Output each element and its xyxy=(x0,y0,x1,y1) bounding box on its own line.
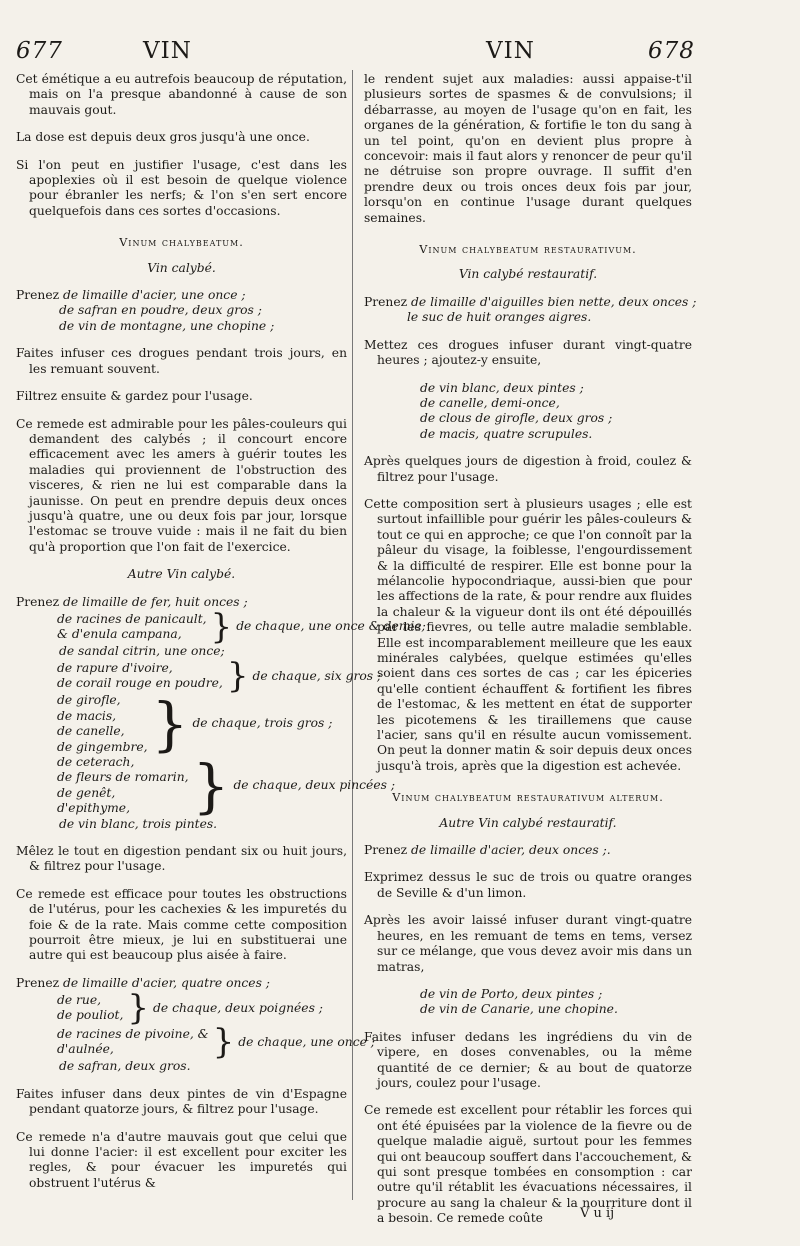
brace-glyph: } xyxy=(212,1022,235,1063)
group-quantity: de chaque, deux pincées ; xyxy=(233,778,395,793)
ingredient: de genêt, xyxy=(57,785,116,800)
left-page-number: 677 xyxy=(16,38,63,64)
ingredient: de rapure d'ivoire, xyxy=(57,660,173,675)
ingredient: de gingembre, xyxy=(57,739,148,754)
recipe-lead: Prenez xyxy=(16,975,60,990)
paragraph: Ce remede est excellent pour rétablir les forces qui ont été épuisées par la violence de la fievre ou de quelque maladie aiguë, surtout pour les femmes qui ont beaucoup souffert dans l'accouchement, & qui sont presque tombées en consomption : car outre qu'il rétablit les évacuations nécessaires, il procure au sang la chaleur & la nourriture dont il a besoin. Ce remede coûte xyxy=(364,1103,692,1226)
section-subheading: Autre Vin calybé. xyxy=(127,567,236,582)
ingredient-group xyxy=(16,606,426,647)
section-heading: Vinum chalybeatum restaurativum. xyxy=(419,243,637,257)
ingredient-group xyxy=(16,1022,375,1063)
ingredient: de girofle, xyxy=(57,693,121,708)
left-column xyxy=(16,72,426,1203)
ingredient: de vin blanc, deux pintes ; xyxy=(420,380,584,395)
column-divider xyxy=(352,70,353,1200)
paragraph: Faites infuser dedans les ingrédiens du vin de vipere, en doses convenables, ou la même quantité de ce dernier; & au bout de quatorze jours, coulez pour l'usage. xyxy=(364,1029,692,1090)
recipe-lead: Prenez xyxy=(16,288,60,303)
ingredient: & d'enula campana, xyxy=(57,626,182,641)
paragraph: Faites infuser ces drogues pendant trois jours, en les remuant souvent. xyxy=(16,346,347,376)
recipe xyxy=(16,288,347,334)
ingredient-group xyxy=(16,690,347,759)
ingredient: de limaille d'acier, une once ; xyxy=(63,288,246,303)
group-quantity: de chaque, une once ; xyxy=(238,1034,375,1049)
ingredient: de macis, quatre scrupules. xyxy=(420,426,593,441)
right-column xyxy=(364,72,697,1239)
ingredient: de fleurs de romarin, xyxy=(57,770,189,785)
paragraph: Ce remede n'a d'autre mauvais gout que celui que lui donne l'acier: il est excellent pour exciter les regles, & pour évacuer les impuretés qui obstruent l'utérus & xyxy=(16,1129,347,1190)
ingredient-group xyxy=(16,751,395,820)
section-heading: Vinum chalybeatum restaurativum alterum. xyxy=(392,791,664,805)
ingredient-group xyxy=(16,656,382,697)
brace-glyph: } xyxy=(127,988,150,1029)
section-subheading: Vin calybé restauratif. xyxy=(458,267,598,282)
brace-glyph: } xyxy=(226,656,249,697)
ingredient: de limaille d'acier, quatre onces ; xyxy=(63,975,270,990)
ingredient: de vin de montagne, une chopine ; xyxy=(59,318,275,333)
ingredient: de vin blanc, trois pintes. xyxy=(59,816,218,831)
ingredient: le suc de huit oranges aigres. xyxy=(407,310,592,325)
group-quantity: de chaque, deux poignées ; xyxy=(153,1000,323,1015)
section-heading: Vinum chalybeatum. xyxy=(119,236,244,250)
paragraph: Après quelques jours de digestion à froid, coulez & filtrez pour l'usage. xyxy=(364,454,692,484)
ingredient: de safran en poudre, deux gros ; xyxy=(59,303,262,318)
ingredient: de vin de Porto, deux pintes ; xyxy=(420,986,603,1001)
paragraph: Mêlez le tout en digestion pendant six ou huit jours, & filtrez pour l'usage. xyxy=(16,844,347,874)
group-quantity: de chaque, trois gros ; xyxy=(192,716,333,731)
section-subheading: Autre Vin calybé restauratif. xyxy=(439,815,617,830)
ingredient: de vin de Canarie, une chopine. xyxy=(420,1002,618,1017)
ingredient: de corail rouge en poudre, xyxy=(57,676,223,691)
paragraph: Mettez ces drogues infuser durant vingt-quatre heures ; ajoutez-y ensuite, xyxy=(364,337,692,368)
right-page-number: 678 xyxy=(648,38,695,64)
ingredient: de pouliot, xyxy=(57,1008,124,1023)
paragraph: le rendent sujet aux maladies: aussi appaise-t'il plusieurs sortes de spasmes & de convulsions; il débarrasse, au moyen de l'usage qu'on en fait, les organes de la génération, & fortifie le ton du sang à un tel point, qu'on en devient plus propre à concevoir: mais il faut alors y renoncer de peur qu'il ne détruise son propre ouvrage. Il suffit d'en prendre deux ou trois onces deux fois par jour, lorsqu'on en continue l'usage durant quelques semaines. xyxy=(364,72,692,225)
paragraph: Filtrez ensuite & gardez pour l'usage. xyxy=(16,389,253,404)
ingredient: de limaille d'aiguilles bien nette, deux onces ; xyxy=(411,294,697,309)
paragraph: Exprimez dessus le suc de trois ou quatre oranges de Seville & d'un limon. xyxy=(364,870,692,900)
ingredient: de canelle, xyxy=(57,724,125,739)
brace-glyph: } xyxy=(210,606,233,647)
ingredient: de sandal citrin, une once; xyxy=(59,643,225,658)
paragraph: Faites infuser dans deux pintes de vin d'Espagne pendant quatorze jours, & filtrez pour l'usage. xyxy=(16,1086,347,1117)
paragraph: Cette composition sert à plusieurs usages ; elle est surtout infaillible pour guérir les pâles-couleurs & tout ce qui en approche; ce que l'on connoît par la pâleur du visage, la foiblesse, l'engourdissement & la difficulté de respirer. Elle est bonne pour la mélancolie hypocondriaque, aussi-bien que pour les affections de la rate, & pour rendre aux fluides la chaleur & la vigueur dont ils ont été dépouillés par les fievres, ou telle autre maladie semblable. Elle est incomparablement meilleure que les eaux minérales calybées, quelque estimées qu'elles soient dans ces sortes de cas ; car les épiceries qu'elle contient échauffent & fortifient les fibres de l'estomac, & les mettent en état de supporter les picotemens & les tiraillemens que cause l'acier, sans qu'il en résulte aucun vomissement. On peut la donner matin & soir depuis deux onces jusqu'à trois, après que la digestion est achevée. xyxy=(364,496,693,773)
group-quantity: de chaque, une once & demie; xyxy=(236,619,426,634)
ingredient: de ceterach, xyxy=(57,755,135,769)
paragraph: Cet émétique a eu autrefois beaucoup de réputation, mais on l'a presque abandonné à cause de son mauvais gout. xyxy=(16,72,347,117)
ingredient: de limaille d'acier, deux onces ;. xyxy=(411,843,611,858)
ingredient-group xyxy=(16,988,347,1029)
ingredient: d'aulnée, xyxy=(57,1042,114,1057)
recipe-lead: Prenez xyxy=(364,843,408,858)
paragraph: Après les avoir laissé infuser durant vingt-quatre heures, en les remuant de tems en tems, versez sur ce mélange, que vous devez avoir mis dans un matras, xyxy=(364,913,692,974)
ingredient: de racines de panicault, xyxy=(57,611,207,626)
ingredient: d'epithyme, xyxy=(57,801,130,816)
group-quantity: de chaque, six gros ; xyxy=(252,668,382,683)
brace-glyph: } xyxy=(151,690,189,759)
paragraph: La dose est depuis deux gros jusqu'à une once. xyxy=(16,130,310,145)
ingredient: de safran, deux gros. xyxy=(59,1059,191,1074)
right-running-title: VIN xyxy=(486,38,535,64)
ingredient: de macis, xyxy=(57,708,117,723)
recipe xyxy=(364,987,692,1018)
recipe xyxy=(364,381,692,443)
recipe xyxy=(364,843,692,858)
signature-mark: V u ij xyxy=(580,1206,615,1221)
ingredient: de limaille de fer, huit onces ; xyxy=(63,594,248,609)
brace-glyph: } xyxy=(192,751,230,820)
paragraph: Ce remede est efficace pour toutes les obstructions de l'utérus, pour les cachexies & les impuretés du foie & de la rate. Mais comme cette composition pourroit être mieux, je lui en substituerai une autre qui est beaucoup plus aisée à faire. xyxy=(16,886,347,963)
paragraph: Si l'on peut en justifier l'usage, c'est dans les apoplexies où il est besoin de quelque violence pour ébranler les nerfs; & l'on s'en sert encore quelquefois dans ces sortes d'occasions. xyxy=(16,157,347,218)
recipe xyxy=(16,594,426,832)
paragraph: Ce remede est admirable pour les pâles-couleurs qui demandent des calybés ; il concourt encore efficacement avec les amers à guérir toutes les maladies qui proviennent de l'obstruction des visceres, & rien ne lui est comparable dans la jaunisse. On peut en prendre depuis deux onces jusqu'à quatre, une ou deux fois par jour, lorsque l'estomac se trouve vuide : mais il ne fait du bien qu'à proportion que l'on fait de l'exercice. xyxy=(16,416,347,554)
section-subheading: Vin calybé. xyxy=(147,260,216,275)
ingredient: de rue, xyxy=(57,992,102,1007)
ingredient: de racines de pivoine, & xyxy=(57,1026,209,1041)
recipe xyxy=(364,294,697,326)
recipe-lead: Prenez xyxy=(16,594,60,609)
ingredient: de canelle, demi-once, xyxy=(420,395,560,410)
recipe-lead: Prenez xyxy=(364,294,408,309)
left-running-title: VIN xyxy=(143,38,192,64)
recipe xyxy=(16,975,375,1075)
ingredient: de clous de girofle, deux gros ; xyxy=(420,411,613,426)
